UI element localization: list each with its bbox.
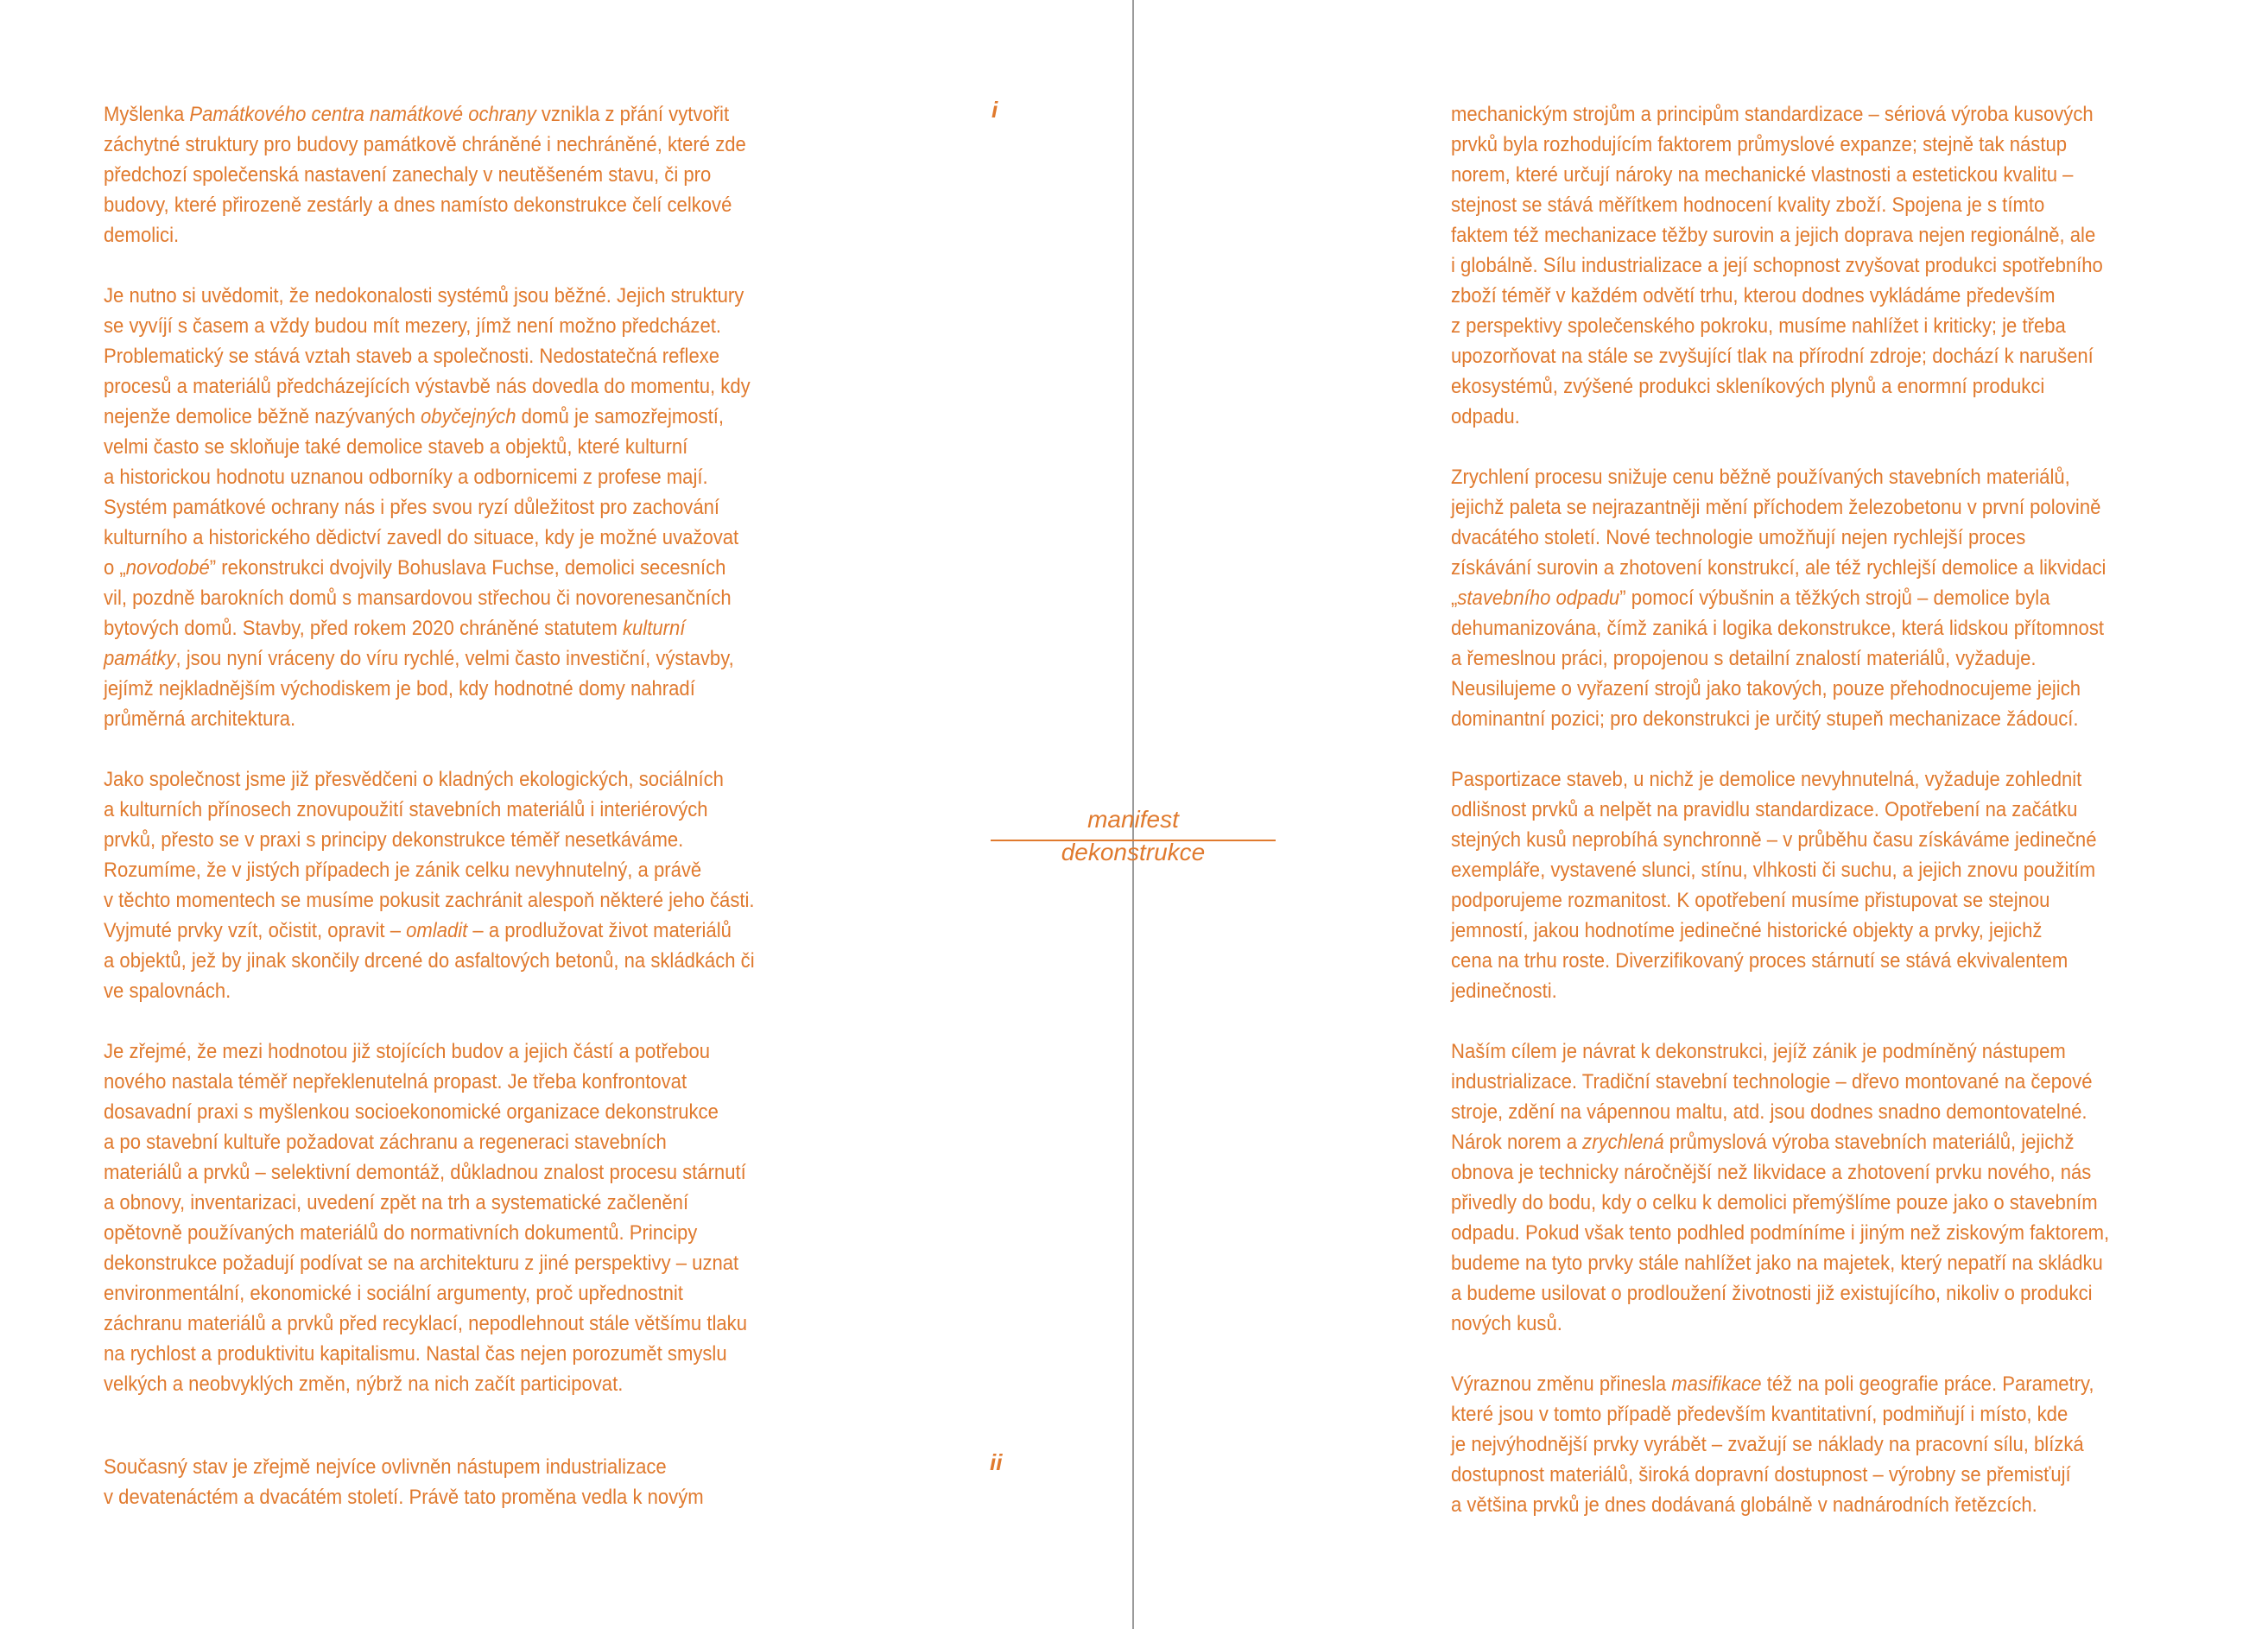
text-run: Rozumíme, že v jistých případech je zánik celku nevyhnutelný, a právě: [104, 859, 702, 882]
text-run: odlišnost prvků a nelpět na pravidlu standardizace. Opotřebení na začátku: [1451, 798, 2078, 821]
text-run: a obnovy, inventarizaci, uvedení zpět na trh a systematické začlenění: [104, 1191, 689, 1214]
text-run: záchranu materiálů a prvků před recyklací, nepodlehnout stále většímu tlaku: [104, 1312, 747, 1335]
text-line: [1451, 976, 2154, 1006]
text-run: budovy, které přirozeně zestárly a dnes namísto dekonstrukce čelí celkové: [104, 193, 732, 217]
text-line: [1451, 281, 2154, 311]
text-line: [1451, 220, 2154, 250]
text-line: [104, 492, 807, 523]
text-run: prvků byla rozhodujícím faktorem průmyslové expanze; stejně tak nástup: [1451, 133, 2068, 156]
paragraph: [104, 764, 807, 1006]
text-line: [1451, 1248, 2154, 1278]
text-run: zboží téměř v každém odvětí trhu, kterou dodnes vykládáme především: [1451, 284, 2056, 307]
text-line: [104, 432, 807, 462]
text-line: [1451, 855, 2154, 885]
text-line: [1451, 704, 2154, 734]
text-run: Je nutno si uvědomit, že nedokonalosti systémů jsou běžné. Jejich struktury: [104, 284, 744, 307]
text-run: a řemeslnou práci, propojenou s detailní znalostí materiálů, vyžaduje.: [1451, 647, 2037, 670]
italic-text: kulturní: [622, 617, 686, 640]
text-line: [1451, 1278, 2154, 1309]
text-run: a kulturních přínosech znovupoužití stavebních materiálů i interiérových: [104, 798, 708, 821]
text-line: [1451, 946, 2154, 976]
text-line: [104, 1452, 807, 1482]
italic-text: Památkového centra namátkové ochrany: [189, 103, 536, 126]
text-line: [104, 190, 807, 220]
text-run: cena na trhu roste. Diverzifikovaný proces stárnutí se stává ekvivalentem: [1451, 949, 2068, 973]
text-line: [104, 946, 807, 976]
text-line: [1451, 1188, 2154, 1218]
text-run: o „: [104, 556, 126, 580]
text-line: [1451, 371, 2154, 402]
text-run: velmi často se skloňuje také demolice staveb a objektů, které kulturní: [104, 435, 688, 459]
text-run: Systém památkové ochrany nás i přes svou ryzí důležitost pro zachování: [104, 496, 720, 519]
text-line: [104, 1218, 807, 1248]
text-line: [104, 462, 807, 492]
text-line: [1451, 341, 2154, 371]
text-line: [104, 1309, 807, 1339]
text-line: [1451, 1157, 2154, 1188]
text-run: materiálů a prvků – selektivní demontáž, důkladnou znalost procesu stárnutí: [104, 1161, 746, 1184]
text-line: [104, 583, 807, 613]
text-line: [1451, 885, 2154, 916]
text-line: [1451, 916, 2154, 946]
text-line: [1451, 795, 2154, 825]
text-run: opětovně používaných materiálů do normativních dokumentů. Principy: [104, 1221, 698, 1245]
text-line: [104, 916, 807, 946]
text-run: získávání surovin a zhotovení konstrukcí, ale též rychlejší demolice a likvidaci: [1451, 556, 2106, 580]
text-line: [1451, 553, 2154, 583]
text-run: které jsou v tomto případě především kvantitativní, podmiňují i místo, kde: [1451, 1403, 2068, 1426]
text-line: [1451, 190, 2154, 220]
text-line: [1451, 1067, 2154, 1097]
text-run: a objektů, jež by jinak skončily drcené do asfaltových betonů, na skládkách či: [104, 949, 755, 973]
text-run: v těchto momentech se musíme pokusit zachránit alespoň některé jeho části.: [104, 889, 755, 912]
text-line: [1451, 825, 2154, 855]
text-run: a budeme usilovat o prodloužení životnosti již existujícího, nikoliv o produkci: [1451, 1282, 2093, 1305]
text-run: na rychlost a produktivitu kapitalismu. Nastal čas nejen porozumět smyslu: [104, 1342, 727, 1366]
text-line: [104, 281, 807, 311]
text-line: [1451, 764, 2154, 795]
text-line: [1451, 1429, 2154, 1460]
text-run: Současný stav je zřejmě nejvíce ovlivněn nástupem industrializace: [104, 1455, 667, 1479]
text-run: předchozí společenská nastavení zanechaly v neutěšeném stavu, či pro: [104, 163, 712, 187]
title-line-manifest: manifest: [1087, 806, 1179, 833]
text-run: průměrná architektura.: [104, 707, 296, 731]
right-page-text: [1451, 99, 2154, 1520]
text-run: dvacátého století. Nové technologie umožňují nejen rychlejší proces: [1451, 526, 2026, 549]
section-numeral-ii: ii: [990, 1449, 1003, 1475]
text-line: [1451, 1309, 2154, 1339]
text-line: [104, 402, 807, 432]
text-run: Myšlenka: [104, 103, 190, 126]
text-line: [104, 855, 807, 885]
text-line: [104, 1067, 807, 1097]
text-line: [1451, 160, 2154, 190]
text-line: [1451, 99, 2154, 130]
left-page-bottom-text: [104, 1452, 807, 1512]
text-run: je nejvýhodnější prvky vyrábět – zvažují se náklady na pracovní sílu, blízká: [1451, 1433, 2084, 1456]
text-line: [104, 1482, 807, 1512]
text-line: [1451, 613, 2154, 643]
text-run: jejímž nejkladnějším východiskem je bod, kdy hodnotné domy nahradí: [104, 677, 695, 700]
text-line: [104, 976, 807, 1006]
text-run: Nárok norem a: [1451, 1131, 1583, 1154]
text-line: [104, 341, 807, 371]
text-line: [1451, 311, 2154, 341]
text-run: podporujeme rozmanitost. K opotřebení musíme přistupovat se stejnou: [1451, 889, 2050, 912]
text-run: faktem též mechanizace těžby surovin a jejich doprava nejen regionálně, ale: [1451, 224, 2096, 247]
italic-text: památky: [104, 647, 176, 670]
paragraph: [1451, 1369, 2154, 1520]
text-line: [104, 160, 807, 190]
text-run: vznikla z přání vytvořit: [535, 103, 730, 126]
paragraph: [1451, 462, 2154, 734]
text-line: [104, 1036, 807, 1067]
text-line: [1451, 402, 2154, 432]
text-line: [104, 825, 807, 855]
text-line: [1451, 1399, 2154, 1429]
text-line: [1451, 1490, 2154, 1520]
text-run: průmyslová výroba stavebních materiálů, jejichž: [1663, 1131, 2075, 1154]
text-run: upozorňovat na stále se zvyšující tlak na přírodní zdroje; dochází k narušení: [1451, 345, 2094, 368]
text-line: [1451, 1460, 2154, 1490]
text-run: mechanickým strojům a principům standardizace – sériová výroba kusových: [1451, 103, 2094, 126]
italic-text: omladit: [406, 919, 468, 942]
text-run: exempláře, vystavené slunci, stínu, vlhkosti či suchu, a jejich znovu použitím: [1451, 859, 2096, 882]
text-run: dosavadní praxi s myšlenkou socioekonomické organizace dekonstrukce: [104, 1100, 719, 1124]
text-run: – a prodlužovat život materiálů: [467, 919, 732, 942]
text-run: v devatenáctém a dvacátém století. Právě tato proměna vedla k novým: [104, 1486, 704, 1509]
text-run: obnova je technicky náročnější než likvidace a zhotovení prvku nového, nás: [1451, 1161, 2092, 1184]
manifest-title: [991, 803, 1276, 869]
text-line: [1451, 1097, 2154, 1127]
text-line: [104, 371, 807, 402]
text-line: [1451, 674, 2154, 704]
text-run: se vyvíjí s časem a vždy budou mít mezery, jímž není možno předcházet.: [104, 314, 722, 338]
italic-text: novodobé: [125, 556, 210, 580]
text-run: velkých a neobvyklých změn, nýbrž na nich začít participovat.: [104, 1372, 624, 1396]
text-line: [104, 1339, 807, 1369]
text-run: záchytné struktury pro budovy památkově chráněné i nechráněné, které zde: [104, 133, 746, 156]
text-line: [104, 795, 807, 825]
text-run: Naším cílem je návrat k dekonstrukci, jejíž zánik je podmíněný nástupem: [1451, 1040, 2066, 1063]
text-run: kulturního a historického dědictví zavedl do situace, kdy je možné uvažovat: [104, 526, 739, 549]
paragraph: [1451, 764, 2154, 1006]
left-page-text: [104, 99, 807, 1399]
text-run: ” pomocí výbušnin a těžkých strojů – demolice byla: [1619, 586, 2050, 610]
text-run: a po stavební kultuře požadovat záchranu a regeneraci stavebních: [104, 1131, 667, 1154]
italic-text: zrychlená: [1582, 1131, 1664, 1154]
text-run: ve spalovnách.: [104, 979, 231, 1003]
text-run: Vyjmuté prvky vzít, očistit, opravit –: [104, 919, 407, 942]
text-run: nového nastala téměř nepřeklenutelná propast. Je třeba konfrontovat: [104, 1070, 687, 1093]
text-run: Neusilujeme o vyřazení strojů jako takových, pouze přehodnocujeme jejich: [1451, 677, 2081, 700]
text-line: [1451, 643, 2154, 674]
text-run: procesů a materiálů předcházejících výstavbě nás dovedla do momentu, kdy: [104, 375, 751, 398]
text-line: [104, 1097, 807, 1127]
text-line: [104, 99, 807, 130]
text-line: [104, 1127, 807, 1157]
text-line: [104, 1188, 807, 1218]
paragraph: [1451, 99, 2154, 432]
text-run: dominantní pozici; pro dekonstrukci je určitý stupeň mechanizace žádoucí.: [1451, 707, 2079, 731]
text-run: ekosystémů, zvýšené produkci skleníkových plynů a enormní produkci: [1451, 375, 2045, 398]
text-line: [1451, 583, 2154, 613]
text-line: [104, 885, 807, 916]
text-line: [104, 1248, 807, 1278]
text-run: budeme na tyto prvky stále nahlížet jako na majetek, který nepatří na skládku: [1451, 1252, 2103, 1275]
text-line: [1451, 492, 2154, 523]
text-run: Problematický se stává vztah staveb a společnosti. Nedostatečná reflexe: [104, 345, 720, 368]
text-line: [1451, 1036, 2154, 1067]
text-line: [104, 764, 807, 795]
text-run: a většina prvků je dnes dodávaná globálně v nadnárodních řetězcích.: [1451, 1493, 2037, 1517]
text-line: [1451, 250, 2154, 281]
text-run: i globálně. Sílu industrializace a její schopnost zvyšovat produkci spotřebního: [1451, 254, 2103, 277]
paragraph: [104, 1452, 807, 1512]
text-run: z perspektivy společenského pokroku, musíme nahlížet i kriticky; je třeba: [1451, 314, 2066, 338]
text-run: bytových domů. Stavby, před rokem 2020 chráněné statutem: [104, 617, 623, 640]
paragraph: [104, 1036, 807, 1399]
text-run: industrializace. Tradiční stavební technologie – dřevo montované na čepové: [1451, 1070, 2093, 1093]
text-run: přivedly do bodu, kdy o celku k demolici přemýšlíme pouze jako o stavebním: [1451, 1191, 2098, 1214]
text-run: Pasportizace staveb, u nichž je demolice nevyhnutelná, vyžaduje zohlednit: [1451, 768, 2082, 791]
paragraph: [104, 99, 807, 250]
text-run: stejných kusů neprobíhá synchronně – v průběhu času získáváme jedinečné: [1451, 828, 2097, 852]
text-run: dostupnost materiálů, široká dopravní dostupnost – výrobny se přemisťují: [1451, 1463, 2071, 1486]
text-run: norem, které určují nároky na mechanické vlastnosti a estetickou kvalitu –: [1451, 163, 2074, 187]
text-run: Je zřejmé, že mezi hodnotou již stojících budov a jejich částí a potřebou: [104, 1040, 711, 1063]
text-run: vil, pozdně barokních domů s mansardovou střechou či novorenesančních: [104, 586, 732, 610]
text-line: [1451, 1218, 2154, 1248]
text-line: [1451, 523, 2154, 553]
text-run: stejnost se stává měřítkem hodnocení kvality zboží. Spojena je s tímto: [1451, 193, 2045, 217]
text-run: ” rekonstrukci dvojvily Bohuslava Fuchse, demolici secesních: [209, 556, 726, 580]
text-line: [104, 220, 807, 250]
text-run: odpadu.: [1451, 405, 1520, 428]
text-line: [104, 553, 807, 583]
text-line: [104, 1157, 807, 1188]
text-line: [104, 1369, 807, 1399]
paragraph: [104, 281, 807, 734]
text-line: [1451, 462, 2154, 492]
text-run: odpadu. Pokud však tento podhled podmíníme i jiným než ziskovým faktorem,: [1451, 1221, 2110, 1245]
italic-text: obyčejných: [421, 405, 516, 428]
text-line: [1451, 1127, 2154, 1157]
text-line: [104, 613, 807, 643]
text-line: [104, 643, 807, 674]
text-run: domů je samozřejmostí,: [516, 405, 724, 428]
text-line: [104, 523, 807, 553]
text-run: dehumanizována, čímž zaniká i logika dekonstrukce, která lidskou přítomnost: [1451, 617, 2105, 640]
text-line: [104, 130, 807, 160]
text-run: prvků, přesto se v praxi s principy dekonstrukce téměř nesetkáváme.: [104, 828, 684, 852]
title-line-dekonstrukce: dekonstrukce: [1061, 839, 1206, 865]
text-run: jemností, jakou hodnotíme jedinečné historické objekty a prvky, jejichž: [1451, 919, 2043, 942]
text-line: [104, 674, 807, 704]
text-run: nejenže demolice běžně nazývaných: [104, 405, 421, 428]
text-run: Výraznou změnu přinesla: [1451, 1372, 1672, 1396]
text-run: Zrychlení procesu snižuje cenu běžně používaných stavebních materiálů,: [1451, 466, 2070, 489]
text-run: jejichž paleta se nejrazantněji mění příchodem železobetonu v první polovině: [1451, 496, 2101, 519]
text-run: demolici.: [104, 224, 180, 247]
text-run: Jako společnost jsme již přesvědčeni o kladných ekologických, sociálních: [104, 768, 724, 791]
text-run: „: [1451, 586, 1458, 610]
italic-text: stavebního odpadu: [1457, 586, 1620, 610]
text-run: stroje, zdění na vápennou maltu, atd. jsou dodnes snadno demontovatelné.: [1451, 1100, 2087, 1124]
text-run: environmentální, ekonomické i sociální argumenty, proč upřednostnit: [104, 1282, 683, 1305]
text-run: dekonstrukce požadují podívat se na architekturu z jiné perspektivy – uznat: [104, 1252, 739, 1275]
text-line: [104, 1278, 807, 1309]
text-run: a historickou hodnotu uznanou odborníky a odbornicemi z profese mají.: [104, 466, 708, 489]
paragraph: [1451, 1036, 2154, 1339]
italic-text: masifikace: [1671, 1372, 1762, 1396]
text-run: , jsou nyní vráceny do víru rychlé, velmi často investiční, výstavby,: [175, 647, 734, 670]
section-numeral-i: i: [991, 97, 998, 123]
text-line: [1451, 1369, 2154, 1399]
text-run: jedinečnosti.: [1451, 979, 1557, 1003]
text-line: [104, 704, 807, 734]
text-line: [1451, 130, 2154, 160]
text-line: [104, 311, 807, 341]
text-run: nových kusů.: [1451, 1312, 1562, 1335]
text-run: též na poli geografie práce. Parametry,: [1761, 1372, 2094, 1396]
